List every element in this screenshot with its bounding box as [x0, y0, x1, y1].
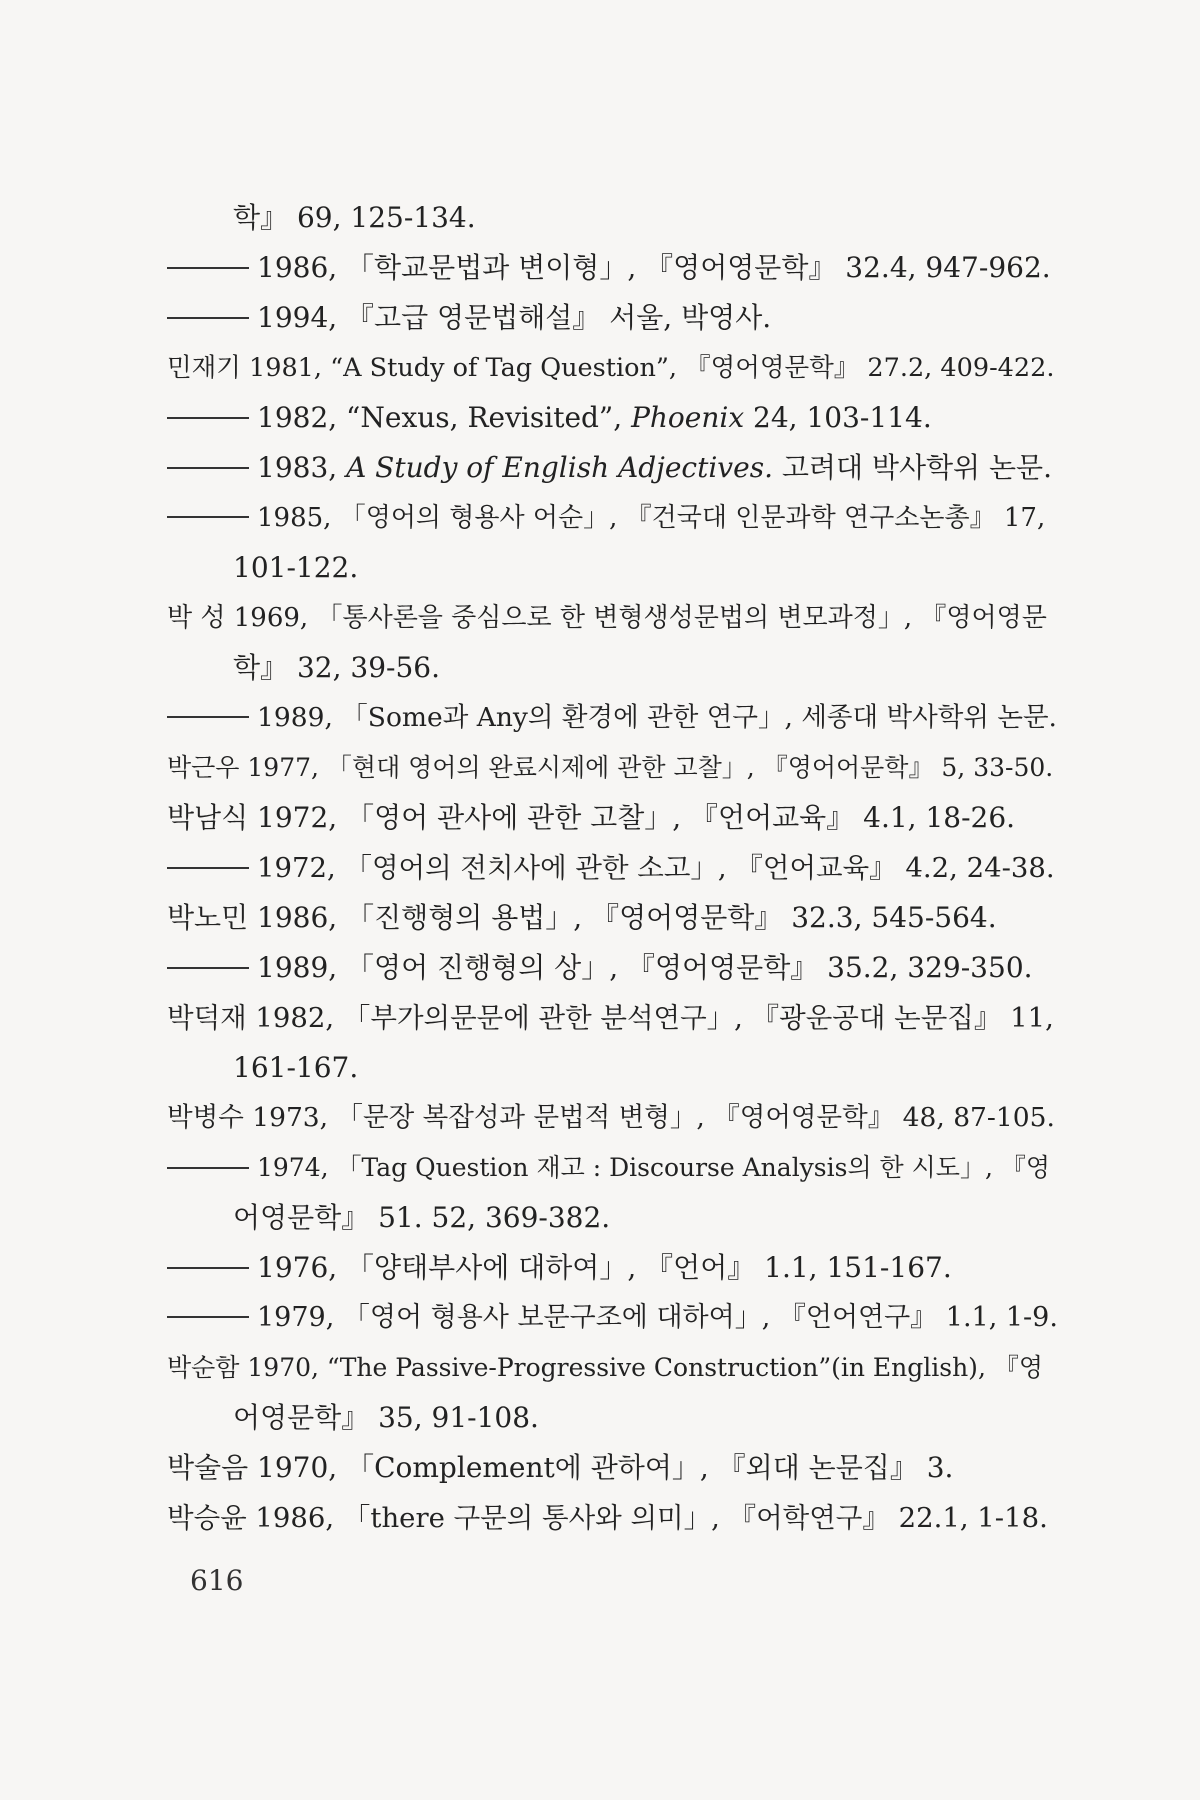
- entry-continuation: 101-122.: [233, 551, 359, 584]
- entry-ditto: 1982, “Nexus, Revisited”, Phoenix 24, 103-114.: [167, 400, 932, 436]
- ditto-dash: [167, 1316, 249, 1318]
- entry-continuation: 어영문학』 51. 52, 369-382.: [233, 1201, 611, 1234]
- entry-author: 박남식 1972, 「영어 관사에 관한 고찰」, 『언어교육』 4.1, 18-26.: [167, 801, 1016, 834]
- entry-author: 박근우 1977, 「현대 영어의 완료시제에 관한 고찰」, 『영어어문학』 5, 33-50.: [167, 753, 1054, 782]
- entry-continuation: 어영문학』 35, 91-108.: [233, 1401, 539, 1434]
- ditto-dash: [167, 967, 249, 969]
- entry-continuation: 학』 69, 125-134.: [233, 201, 476, 234]
- entry-ditto: 1974, 「Tag Question 재고 : Discourse Analysis의 한 시도」, 『영: [167, 1150, 1050, 1186]
- entry-ditto: 1972, 「영어의 전치사에 관한 소고」, 『언어교육』 4.2, 24-38.: [167, 850, 1055, 886]
- entry-author: 박술음 1970, 「Complement에 관하여」, 『외대 논문집』 3.: [167, 1451, 954, 1484]
- entry-ditto: 1994, 『고급 영문법해설』 서울, 박영사.: [167, 300, 771, 336]
- entry-author: 박노민 1986, 「진행형의 용법」, 『영어영문학』 32.3, 545-564.: [167, 901, 997, 934]
- ditto-dash: [167, 467, 249, 469]
- ditto-dash: [167, 317, 249, 319]
- ditto-dash: [167, 267, 249, 269]
- entry-continuation: 학』 32, 39-56.: [233, 651, 440, 684]
- entry-author: 박 성 1969, 「통사론을 중심으로 한 변형생성문법의 변모과정」, 『영어영문: [167, 603, 1047, 633]
- entry-ditto: 1986, 「학교문법과 변이형」, 『영어영문학』 32.4, 947-962.: [167, 250, 1051, 286]
- page-number: 616: [190, 1564, 244, 1597]
- entry-author: 박승윤 1986, 「there 구문의 통사와 의미」, 『어학연구』 22.1, 1-18.: [167, 1502, 1048, 1534]
- ditto-dash: [167, 867, 249, 869]
- entry-ditto: 1979, 「영어 형용사 보문구조에 대하여」, 『언어연구』 1.1, 1-9.: [167, 1300, 1058, 1336]
- entry-ditto: 1985, 「영어의 형용사 어순」, 『건국대 인문과학 연구소논총』 17,: [167, 500, 1045, 536]
- ditto-dash: [167, 417, 249, 419]
- ditto-dash: [167, 1267, 249, 1269]
- ditto-dash: [167, 516, 249, 518]
- entry-ditto: 1989, 「Some과 Any의 환경에 관한 연구」, 세종대 박사학위 논문.: [167, 700, 1057, 736]
- entry-author: 박순함 1970, “The Passive-Progressive Construction”(in English), 『영: [167, 1353, 1043, 1382]
- entry-author: 박덕재 1982, 「부가의문문에 관한 분석연구」, 『광운공대 논문집』 11,: [167, 1002, 1054, 1034]
- entry-ditto: 1983, A Study of English Adjectives. 고려대 박사학위 논문.: [167, 450, 1052, 486]
- entry-ditto: 1989, 「영어 진행형의 상」, 『영어영문학』 35.2, 329-350.: [167, 950, 1033, 986]
- ditto-dash: [167, 716, 249, 718]
- ditto-dash: [167, 1167, 249, 1169]
- entry-author: 박병수 1973, 「문장 복잡성과 문법적 변형」, 『영어영문학』 48, 87-105.: [167, 1102, 1055, 1133]
- entry-author: 민재기 1981, “A Study of Tag Question”, 『영어영문학』 27.2, 409-422.: [167, 353, 1055, 383]
- entry-continuation: 161-167.: [233, 1051, 359, 1084]
- entry-ditto: 1976, 「양태부사에 대하여」, 『언어』 1.1, 151-167.: [167, 1250, 952, 1286]
